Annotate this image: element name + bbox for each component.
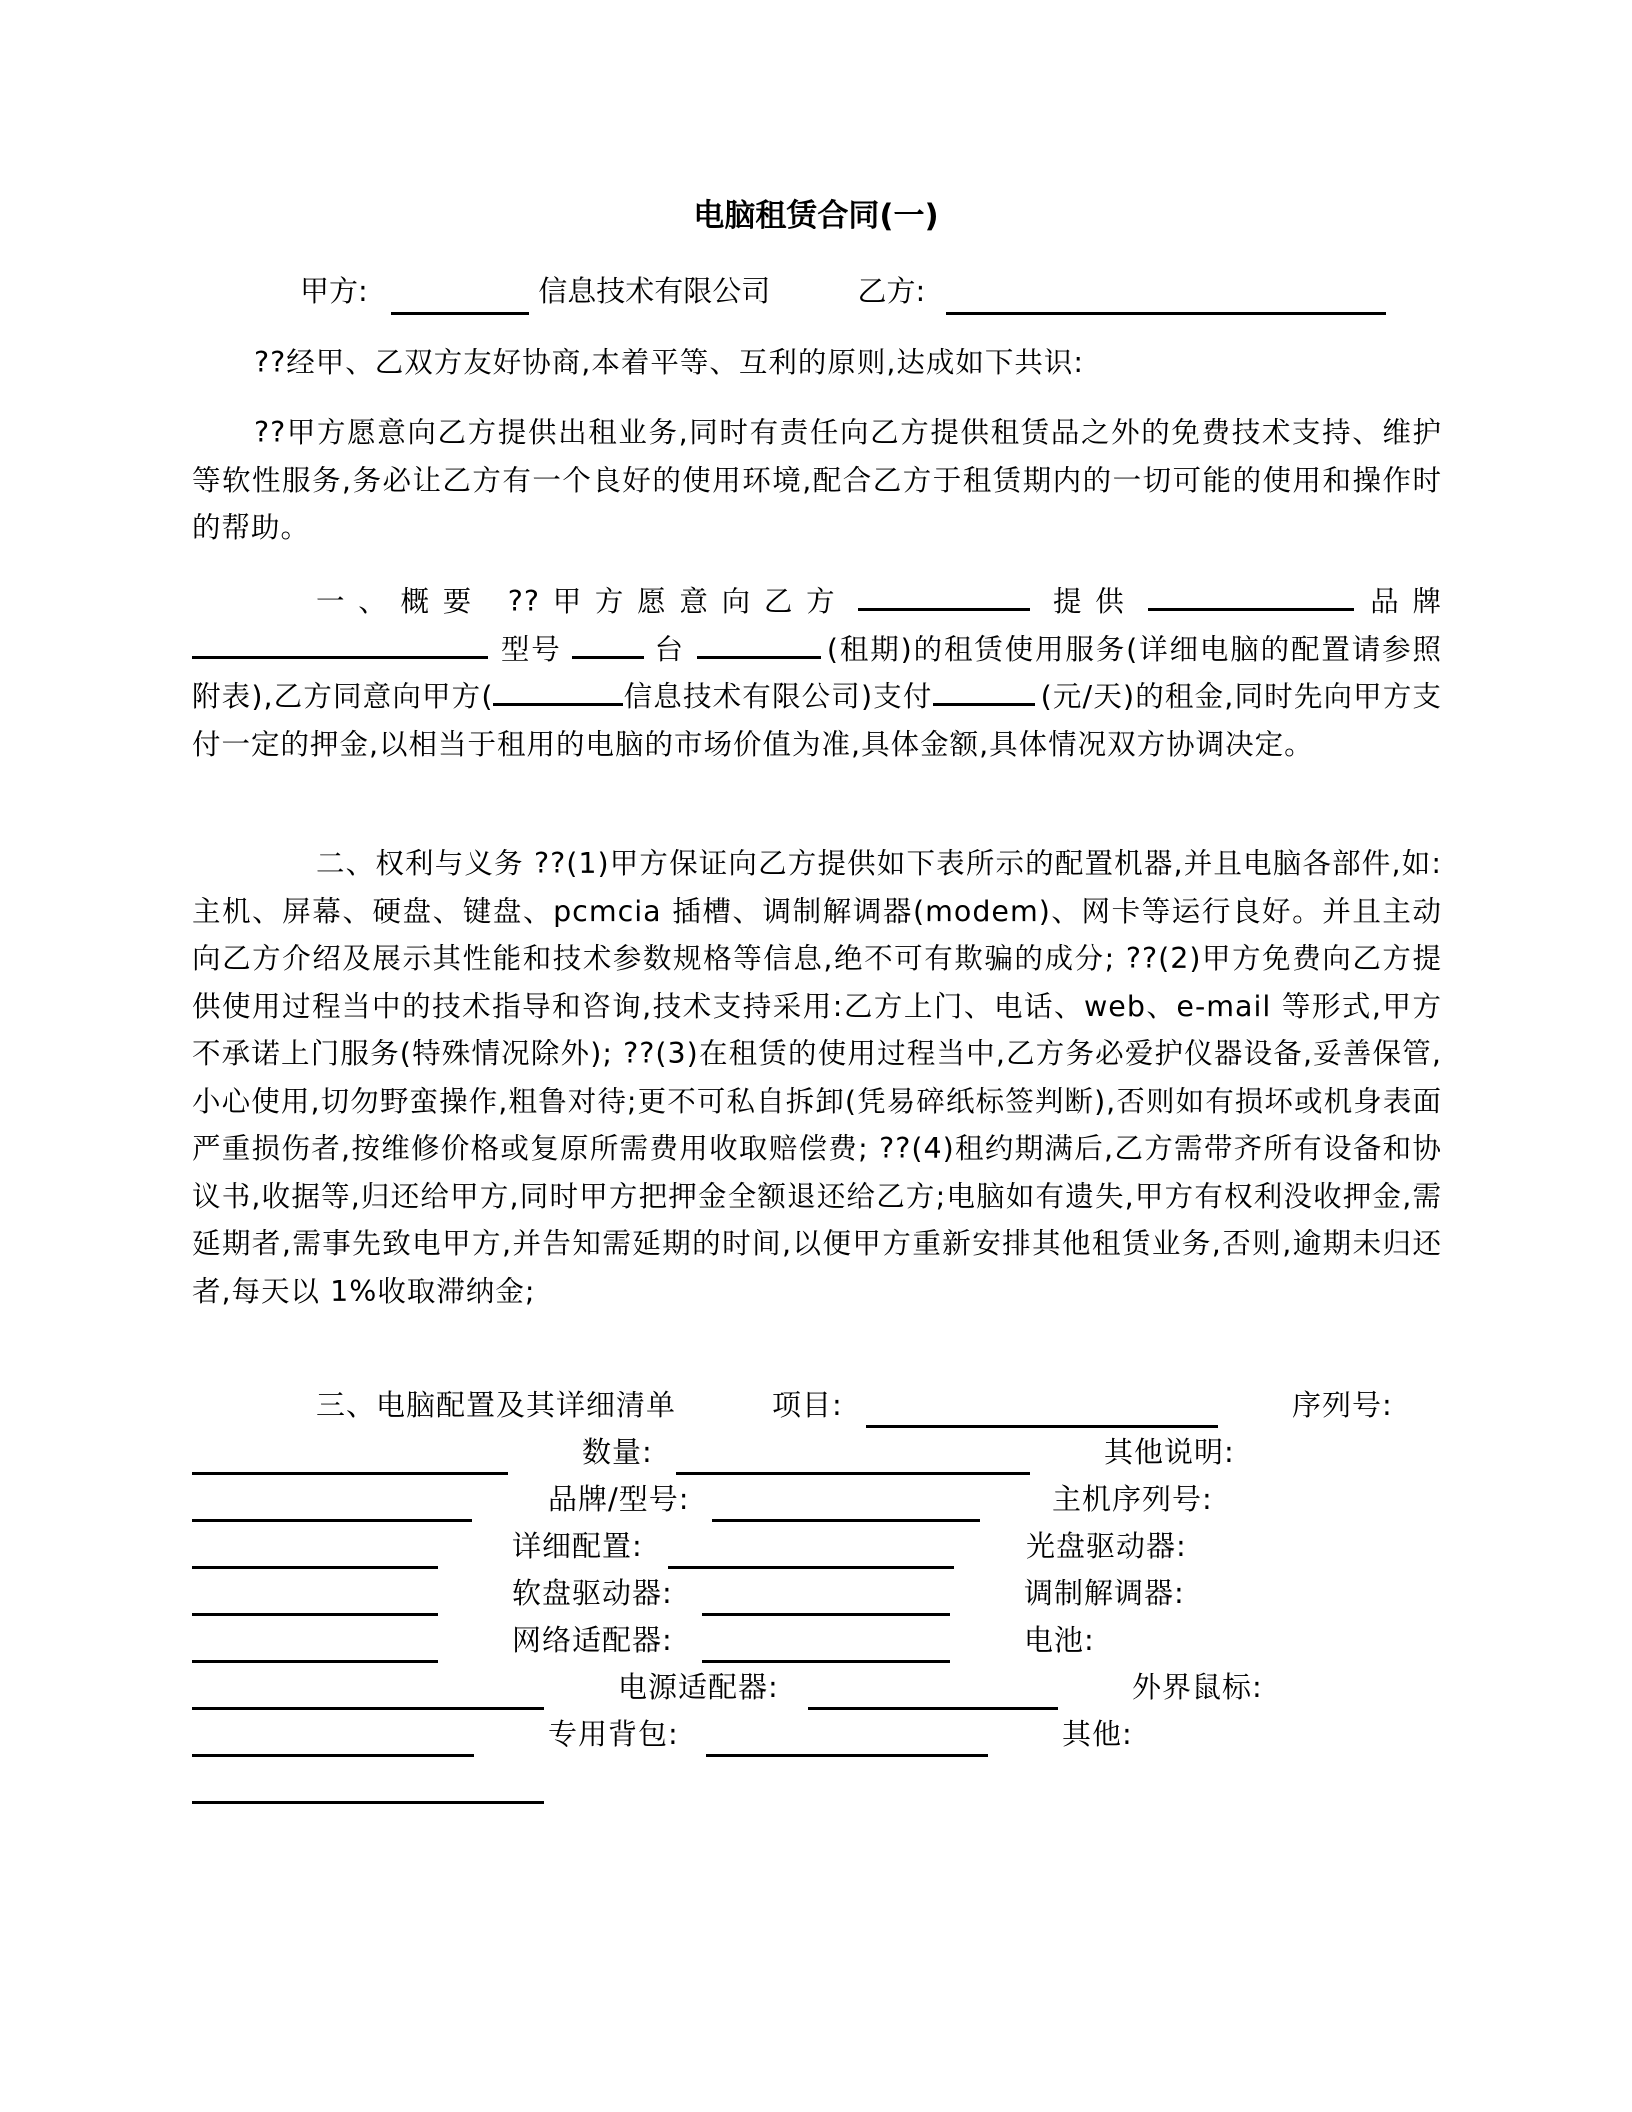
party-a-blank[interactable]	[391, 278, 529, 315]
s1-text-1: 一、概要 ??甲方愿意向乙方	[316, 585, 849, 618]
intro-paragraph: ??经甲、乙双方友好协商,本着平等、互利的原则,达成如下共识:	[254, 346, 1084, 379]
power-adapter-label: 电源适配器:	[618, 1670, 779, 1704]
external-mouse-label: 外界鼠标:	[1132, 1670, 1263, 1704]
s1-text-2: 提供	[1040, 585, 1138, 618]
checklist-row-6	[0, 1620, 1632, 1667]
s1-text-4: 型号	[500, 632, 562, 666]
quantity-label: 数量:	[582, 1435, 653, 1469]
s1-text-6: (租期)的租赁使用服务(详细电脑的配置请参照附表),乙方同意向甲方(	[192, 632, 1442, 713]
other-notes-blank[interactable]	[192, 1519, 472, 1522]
document-title: 电脑租赁合同(一)	[693, 198, 939, 234]
party-b-blank[interactable]	[946, 278, 1386, 315]
serial-blank[interactable]	[192, 1472, 508, 1475]
detail-config-blank[interactable]	[668, 1566, 954, 1569]
bag-blank[interactable]	[706, 1754, 988, 1757]
checklist-row-7	[0, 1667, 1632, 1714]
detail-config-label: 详细配置:	[512, 1529, 643, 1563]
modem-label: 调制解调器:	[1024, 1576, 1185, 1610]
checklist-row-2	[0, 1432, 1632, 1479]
s1-text-7: 信息技术有限公司)支付	[623, 680, 933, 713]
model-blank[interactable]	[192, 632, 488, 659]
item-label: 项目:	[772, 1388, 843, 1422]
service-paragraph: ??甲方愿意向乙方提供出租业务,同时有责任向乙方提供租赁品之外的免费技术支持、维护等软性服务,务必让乙方有一个良好的使用环境,配合乙方于租赁期内的一切可能的使用和操作时的帮助。	[192, 416, 1442, 544]
party-a-company: 信息技术有限公司	[538, 274, 771, 308]
parties-line	[300, 267, 1386, 315]
checklist-row-3	[0, 1479, 1632, 1526]
quantity-field-blank[interactable]	[676, 1472, 1030, 1475]
battery-blank[interactable]	[192, 1707, 544, 1710]
checklist-row-5	[0, 1573, 1632, 1620]
other-notes-label: 其他说明:	[1104, 1435, 1235, 1469]
checklist-row-1	[0, 1385, 1632, 1432]
checklist-row-4	[0, 1526, 1632, 1573]
s1-text-3: 品牌	[1357, 585, 1442, 618]
optical-drive-label: 光盘驱动器:	[1026, 1529, 1187, 1563]
other-blank[interactable]	[192, 1801, 544, 1804]
s1-text-5: 台	[653, 632, 685, 666]
lessor-name-blank[interactable]	[493, 679, 623, 706]
checklist-heading: 三、电脑配置及其详细清单	[316, 1388, 677, 1422]
floppy-drive-blank[interactable]	[702, 1613, 950, 1616]
host-serial-label: 主机序列号:	[1052, 1482, 1213, 1516]
host-serial-blank[interactable]	[192, 1566, 438, 1569]
quantity-blank[interactable]	[572, 632, 644, 659]
party-a-label: 甲方:	[300, 274, 368, 308]
brand-model-label: 品牌/型号:	[548, 1482, 690, 1516]
modem-blank[interactable]	[192, 1660, 438, 1663]
checklist-row-8	[0, 1714, 1632, 1761]
power-adapter-blank[interactable]	[808, 1707, 1058, 1710]
network-adapter-blank[interactable]	[702, 1660, 950, 1663]
daily-rent-blank[interactable]	[933, 679, 1035, 706]
external-mouse-blank[interactable]	[192, 1754, 474, 1757]
party-b-label: 乙方:	[857, 274, 926, 308]
checklist-row-9	[0, 1761, 1632, 1808]
lease-term-blank[interactable]	[697, 632, 821, 659]
bag-label: 专用背包:	[548, 1717, 679, 1751]
optical-drive-blank[interactable]	[192, 1613, 438, 1616]
lessee-blank[interactable]	[858, 584, 1030, 611]
section-2-rights-obligations: 二、权利与义务 ??(1)甲方保证向乙方提供如下表所示的配置机器,并且电脑各部件,如:主机、屏幕、硬盘、键盘、pcmcia 插槽、调制解调器(modem)、网卡等运行良好。并且主动向乙方介绍及展示其性能和技术参数规格等信息,绝不可有欺骗的成分; ??(2)甲方免费向乙方提供使用过程当中的技术指导和咨询,技术支持采用:乙方上门、电话、web、e-mail 等形式,甲方不承诺上门服务(特殊情况除外); ??(3)在租赁的使用过程当中,乙方务必爱护仪器设备,妥善保管,小心使用,切勿野蛮操作,粗鲁对待;更不可私自拆卸(凭易碎纸标签判断),否则如有损坏或机身表面严重损伤者,按维修价格或复原所需费用收取赔偿费; ??(4)租约期满后,乙方需带齐所有设备和协议书,收据等,归还给甲方,同时甲方把押金全额退还给乙方;电脑如有遗失,甲方有权利没收押金,需延期者,需事先致电甲方,并告知需延期的时间,以便甲方重新安排其他租赁业务,否则,逾期未归还者,每天以 1%收取滞纳金;	[192, 847, 1442, 1308]
section-1-overview	[192, 578, 1442, 768]
floppy-drive-label: 软盘驱动器:	[512, 1576, 673, 1610]
network-adapter-label: 网络适配器:	[512, 1623, 673, 1657]
other-label: 其他:	[1062, 1717, 1133, 1751]
serial-label: 序列号:	[1292, 1388, 1393, 1422]
brand-model-blank[interactable]	[712, 1519, 980, 1522]
item-blank[interactable]	[866, 1425, 1218, 1428]
brand-blank[interactable]	[1148, 584, 1354, 611]
s1-text-8: (元/天)的租金,同时先向甲方支付一定的押金,以相当于租用的电脑的市场价值为准,具体金额,具体情况双方协调决定。	[192, 680, 1442, 761]
battery-label: 电池:	[1024, 1623, 1095, 1657]
